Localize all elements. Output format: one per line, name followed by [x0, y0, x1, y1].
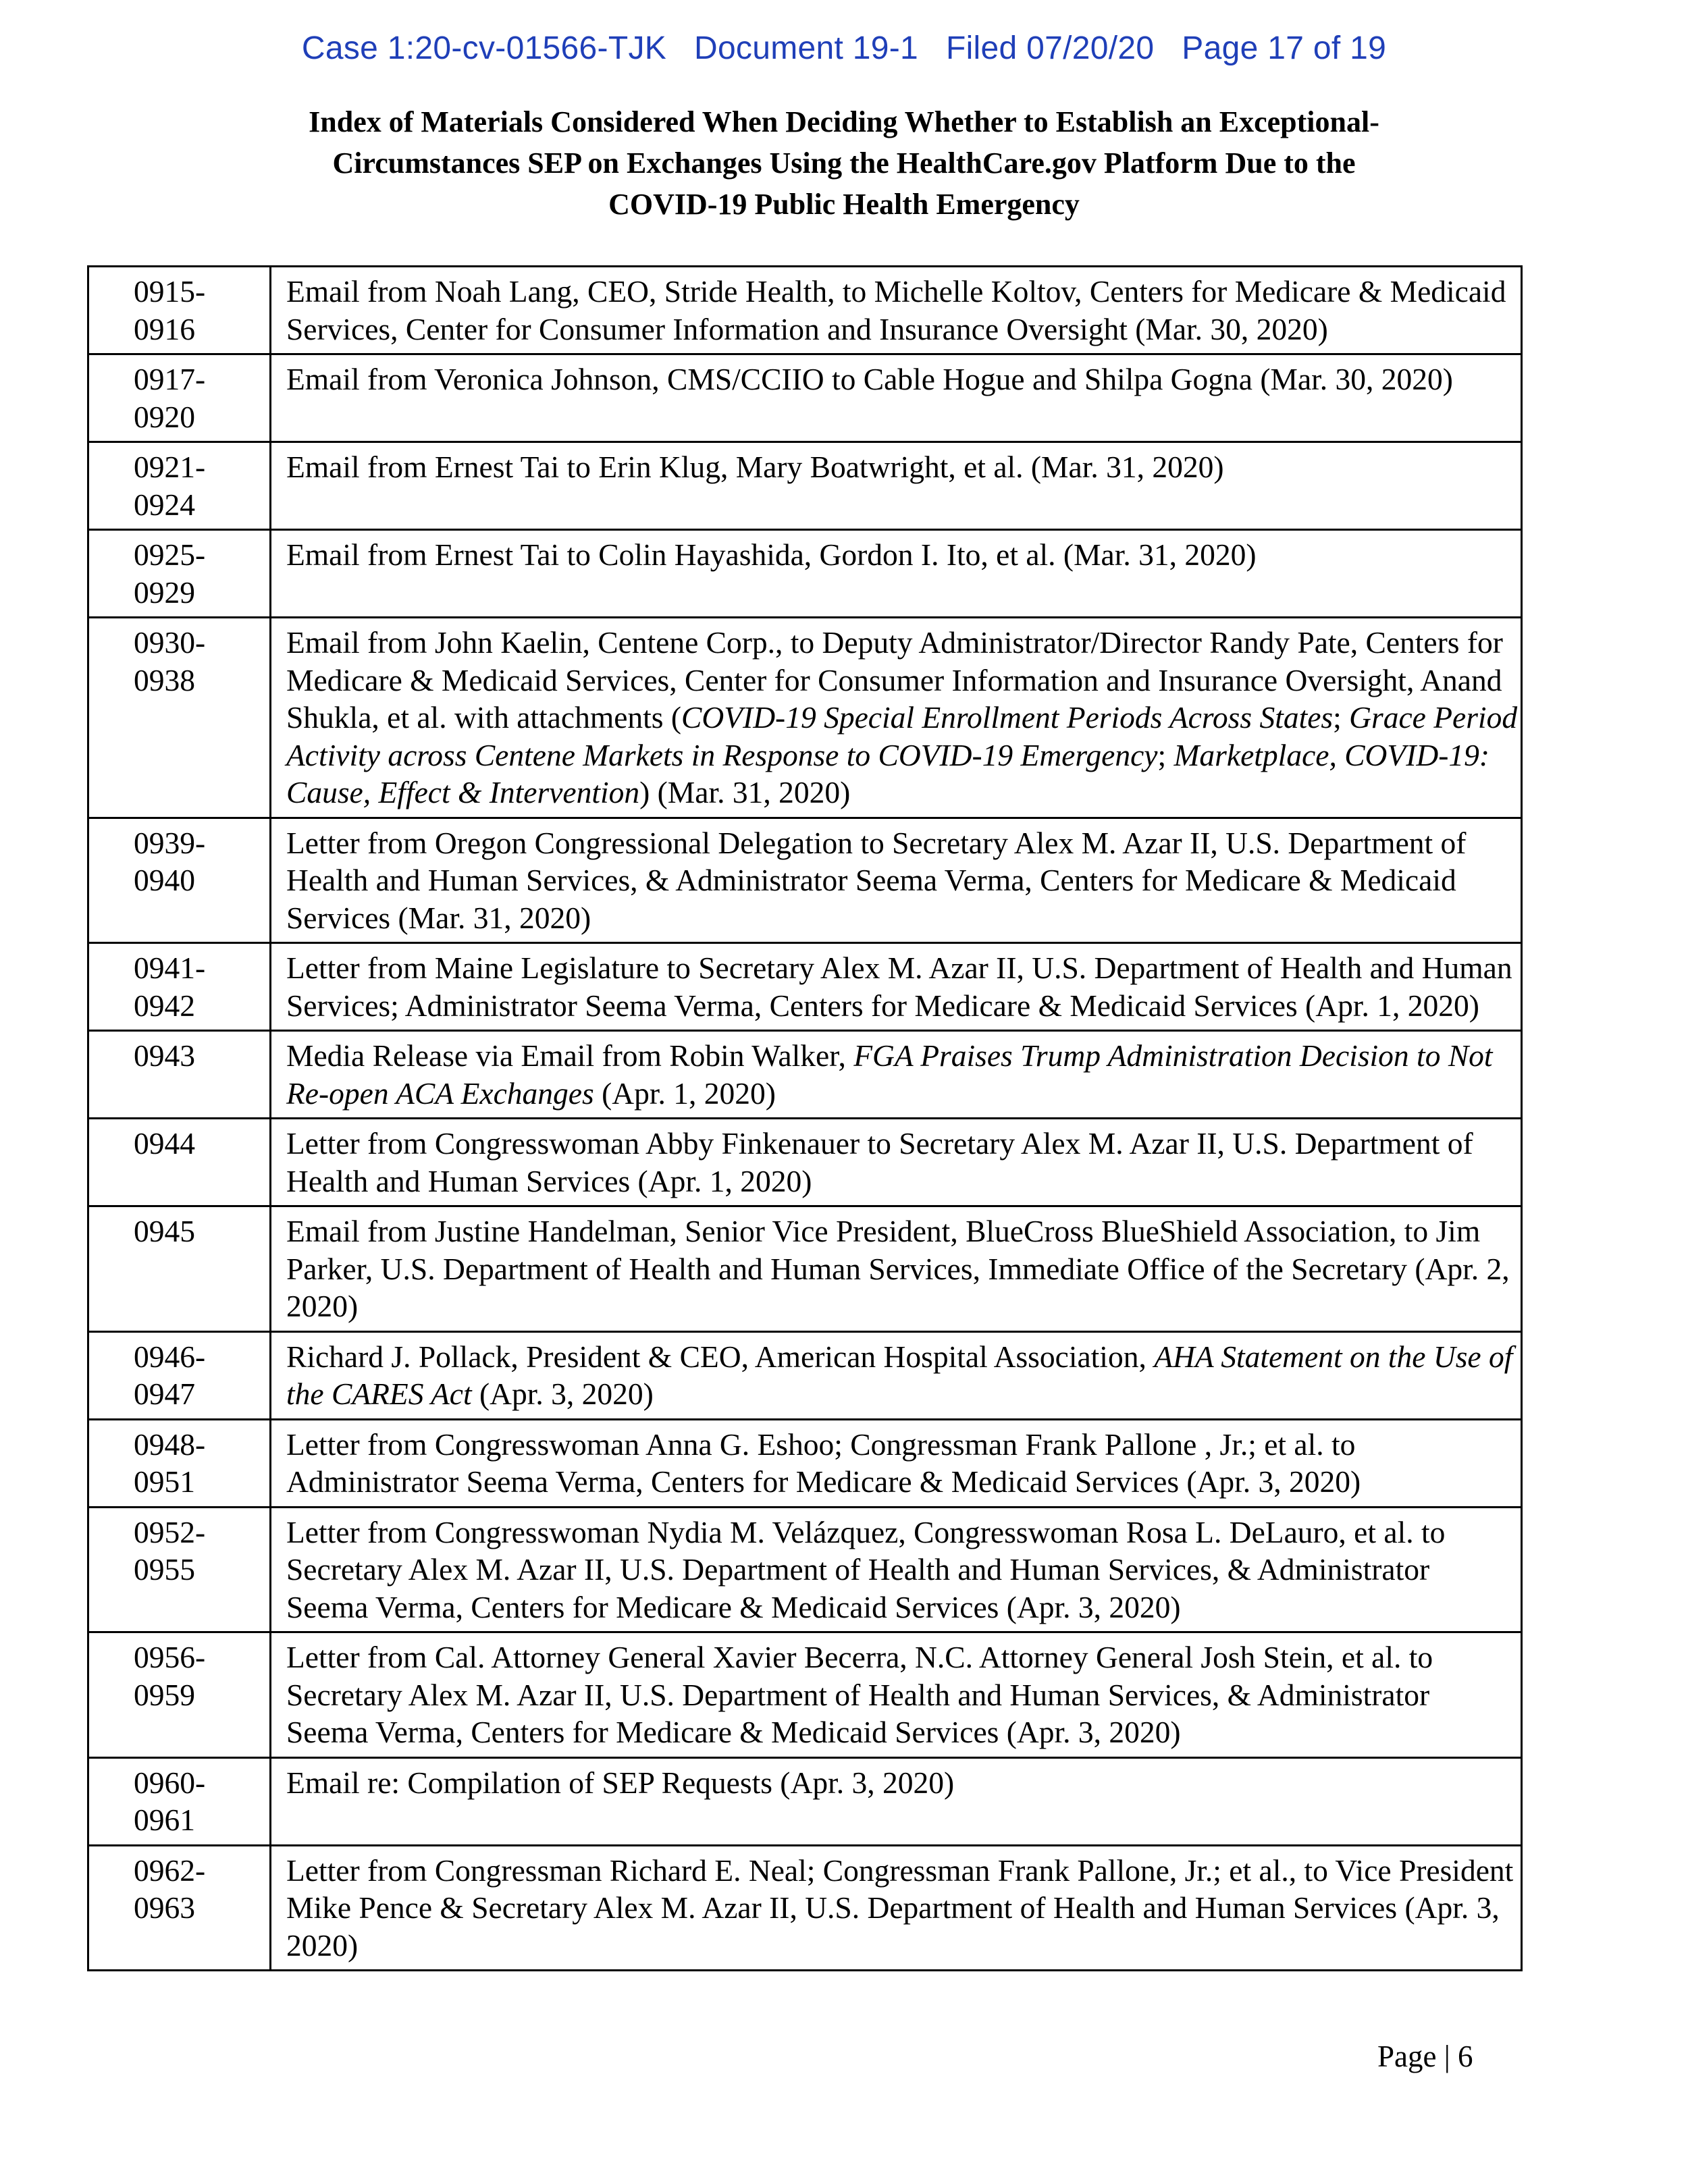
- bates-number: 0920: [134, 399, 195, 434]
- bates-number: 0925-: [134, 537, 206, 572]
- table-row: [88, 442, 1522, 530]
- description-text: ;: [1157, 737, 1174, 772]
- title-line: Circumstances SEP on Exchanges Using the HealthCare.gov Platform Due to the: [332, 147, 1356, 180]
- description-cell: [271, 1757, 1522, 1845]
- bates-number: 0921-: [134, 450, 206, 484]
- bates-number: 0951: [134, 1464, 195, 1499]
- description-cell: [271, 618, 1522, 818]
- bates-number: 0960-: [134, 1765, 206, 1800]
- description-text: Email re: Compilation of SEP Requests (Apr. 3, 2020): [286, 1765, 955, 1800]
- bates-range-cell: [88, 1331, 271, 1419]
- table-row: [88, 818, 1522, 943]
- description-text: Letter from Maine Legislature to Secretary Alex M. Azar II, U.S. Department of Health and Human Services; Administrator Seema Verma, Centers for Medicare & Medicaid Services (Apr. 1, 2020): [286, 951, 1512, 1023]
- description-cell: [271, 530, 1522, 618]
- bates-number: 0941-: [134, 951, 206, 985]
- bates-number: 0955: [134, 1552, 195, 1587]
- table-row: [88, 1632, 1522, 1758]
- bates-range-cell: [88, 1419, 271, 1507]
- bates-range-cell: [88, 1507, 271, 1632]
- table-row: [88, 354, 1522, 442]
- bates-number: 0924: [134, 487, 195, 522]
- description-cell: [271, 442, 1522, 530]
- description-cell: [271, 1331, 1522, 1419]
- bates-number: 0917-: [134, 362, 206, 396]
- description-cell: [271, 1031, 1522, 1119]
- bates-number: 0929: [134, 575, 195, 610]
- description-text: Letter from Oregon Congressional Delegation to Secretary Alex M. Azar II, U.S. Department of Health and Human Services, & Administrator Seema Verma, Centers for Medicare & Medicaid Services (Mar. 31, 2020): [286, 825, 1467, 935]
- bates-number: 0948-: [134, 1427, 206, 1462]
- description-text: (Apr. 1, 2020): [594, 1075, 776, 1111]
- bates-number: 0962-: [134, 1853, 206, 1888]
- bates-range-cell: [88, 618, 271, 818]
- description-text: Letter from Congresswoman Anna G. Eshoo; Congressman Frank Pallone , Jr.; et al. to Administrator Seema Verma, Centers for Medicare & Medicaid Services (Apr. 3, 2020): [286, 1427, 1361, 1499]
- bates-range-cell: [88, 267, 271, 354]
- italic-title-text: AHA Statement on the Use of the CARES Act: [286, 1339, 1513, 1411]
- bates-range-cell: [88, 354, 271, 442]
- description-cell: [271, 1206, 1522, 1332]
- bates-number: 0930-: [134, 625, 206, 660]
- document-title: [203, 101, 1485, 225]
- description-cell: [271, 943, 1522, 1031]
- bates-range-cell: [88, 1119, 271, 1206]
- description-text: ;: [1333, 700, 1350, 735]
- bates-number: 0956-: [134, 1640, 206, 1674]
- bates-number: 0945: [134, 1214, 195, 1248]
- description-cell: [271, 354, 1522, 442]
- bates-number: 0938: [134, 662, 195, 697]
- index-table: [87, 265, 1523, 1971]
- bates-number: 0947: [134, 1377, 195, 1411]
- table-row: [88, 1757, 1522, 1845]
- description-text: ) (Mar. 31, 2020): [639, 775, 851, 809]
- index-table-body: [88, 267, 1522, 1971]
- italic-title-text: FGA Praises Trump Administration Decision to Not Re-open ACA Exchanges: [286, 1038, 1493, 1111]
- description-cell: [271, 1507, 1522, 1632]
- description-text: Letter from Cal. Attorney General Xavier Becerra, N.C. Attorney General Josh Stein, et al. to Secretary Alex M. Azar II, U.S. Department of Health and Human Services, & Administrator Seema Verma, Centers for Medicare & Medicaid Services (Apr. 3, 2020): [286, 1640, 1433, 1749]
- description-cell: [271, 1632, 1522, 1758]
- description-cell: [271, 818, 1522, 943]
- page-number: Page | 6: [1377, 2040, 1473, 2073]
- description-cell: [271, 1119, 1522, 1206]
- bates-number: 0944: [134, 1126, 195, 1161]
- bates-number: 0943: [134, 1038, 195, 1073]
- bates-range-cell: [88, 1031, 271, 1119]
- bates-range-cell: [88, 1632, 271, 1758]
- bates-range-cell: [88, 530, 271, 618]
- table-row: [88, 267, 1522, 354]
- italic-title-text: Marketplace, COVID-19: Cause, Effect & Intervention: [286, 737, 1490, 809]
- bates-range-cell: [88, 943, 271, 1031]
- bates-number: 0959: [134, 1677, 195, 1712]
- description-text: (Apr. 3, 2020): [471, 1377, 654, 1411]
- bates-range-cell: [88, 818, 271, 943]
- description-text: Email from Noah Lang, CEO, Stride Health, to Michelle Koltov, Centers for Medicare & Medicaid Services, Center for Consumer Information and Insurance Oversight (Mar. 30, 2020): [286, 274, 1506, 346]
- title-line: Index of Materials Considered When Deciding Whether to Establish an Exceptional-: [309, 105, 1379, 138]
- bates-range-cell: [88, 1206, 271, 1332]
- description-text: Media Release via Email from Robin Walker,: [286, 1038, 854, 1073]
- italic-title-text: COVID-19 Special Enrollment Periods Across States: [681, 700, 1334, 735]
- bates-number: 0961: [134, 1803, 195, 1837]
- description-cell: [271, 1419, 1522, 1507]
- bates-range-cell: [88, 1845, 271, 1971]
- description-cell: [271, 1845, 1522, 1971]
- bates-number: 0916: [134, 311, 195, 346]
- table-row: [88, 1331, 1522, 1419]
- table-row: [88, 1845, 1522, 1971]
- table-row: [88, 530, 1522, 618]
- bates-number: 0946-: [134, 1339, 206, 1374]
- case-header: Case 1:20-cv-01566-TJK Document 19-1 Filed 07/20/20 Page 17 of 19: [301, 30, 1387, 66]
- table-row: [88, 1206, 1522, 1332]
- italic-title-text: Grace Period Activity across Centene Markets in Response to COVID-19 Emergency: [286, 700, 1518, 772]
- description-text: Email from John Kaelin, Centene Corp., to Deputy Administrator/Director Randy Pate, Centers for Medicare & Medicaid Services, Center for Consumer Information and Insurance Oversight, Anand Shukla, et al. with attachments (: [286, 625, 1503, 735]
- description-text: Email from Justine Handelman, Senior Vice President, BlueCross BlueShield Association, to Jim Parker, U.S. Department of Health and Human Services, Immediate Office of the Secretary (Apr. 2, 2020): [286, 1214, 1510, 1323]
- table-row: [88, 1507, 1522, 1632]
- title-line: COVID-19 Public Health Emergency: [608, 188, 1080, 221]
- bates-number: 0942: [134, 988, 195, 1023]
- bates-number: 0915-: [134, 274, 206, 309]
- bates-range-cell: [88, 442, 271, 530]
- bates-range-cell: [88, 1757, 271, 1845]
- description-text: Letter from Congresswoman Nydia M. Velázquez, Congresswoman Rosa L. DeLauro, et al. to Secretary Alex M. Azar II, U.S. Department of Health and Human Services, & Administrator Seema Verma, Centers for Medicare & Medicaid Services (Apr. 3, 2020): [286, 1514, 1446, 1624]
- bates-number: 0940: [134, 863, 195, 897]
- description-text: Email from Ernest Tai to Erin Klug, Mary Boatwright, et al. (Mar. 31, 2020): [286, 450, 1224, 484]
- table-row: [88, 1119, 1522, 1206]
- description-text: Email from Ernest Tai to Colin Hayashida, Gordon I. Ito, et al. (Mar. 31, 2020): [286, 537, 1257, 572]
- description-text: Richard J. Pollack, President & CEO, American Hospital Association,: [286, 1339, 1155, 1374]
- table-row: [88, 943, 1522, 1031]
- description-text: Letter from Congresswoman Abby Finkenauer to Secretary Alex M. Azar II, U.S. Department of Health and Human Services (Apr. 1, 2020): [286, 1126, 1473, 1198]
- table-row: [88, 618, 1522, 818]
- table-row: [88, 1419, 1522, 1507]
- description-cell: [271, 267, 1522, 354]
- description-text: Letter from Congressman Richard E. Neal; Congressman Frank Pallone, Jr.; et al., to Vice President Mike Pence & Secretary Alex M. Azar II, U.S. Department of Health and Human Services (Apr. 3, 2020): [286, 1853, 1514, 1963]
- bates-number: 0939-: [134, 825, 206, 860]
- description-text: Email from Veronica Johnson, CMS/CCIIO to Cable Hogue and Shilpa Gogna (Mar. 30, 2020): [286, 362, 1453, 396]
- table-row: [88, 1031, 1522, 1119]
- bates-number: 0963: [134, 1890, 195, 1925]
- bates-number: 0952-: [134, 1514, 206, 1549]
